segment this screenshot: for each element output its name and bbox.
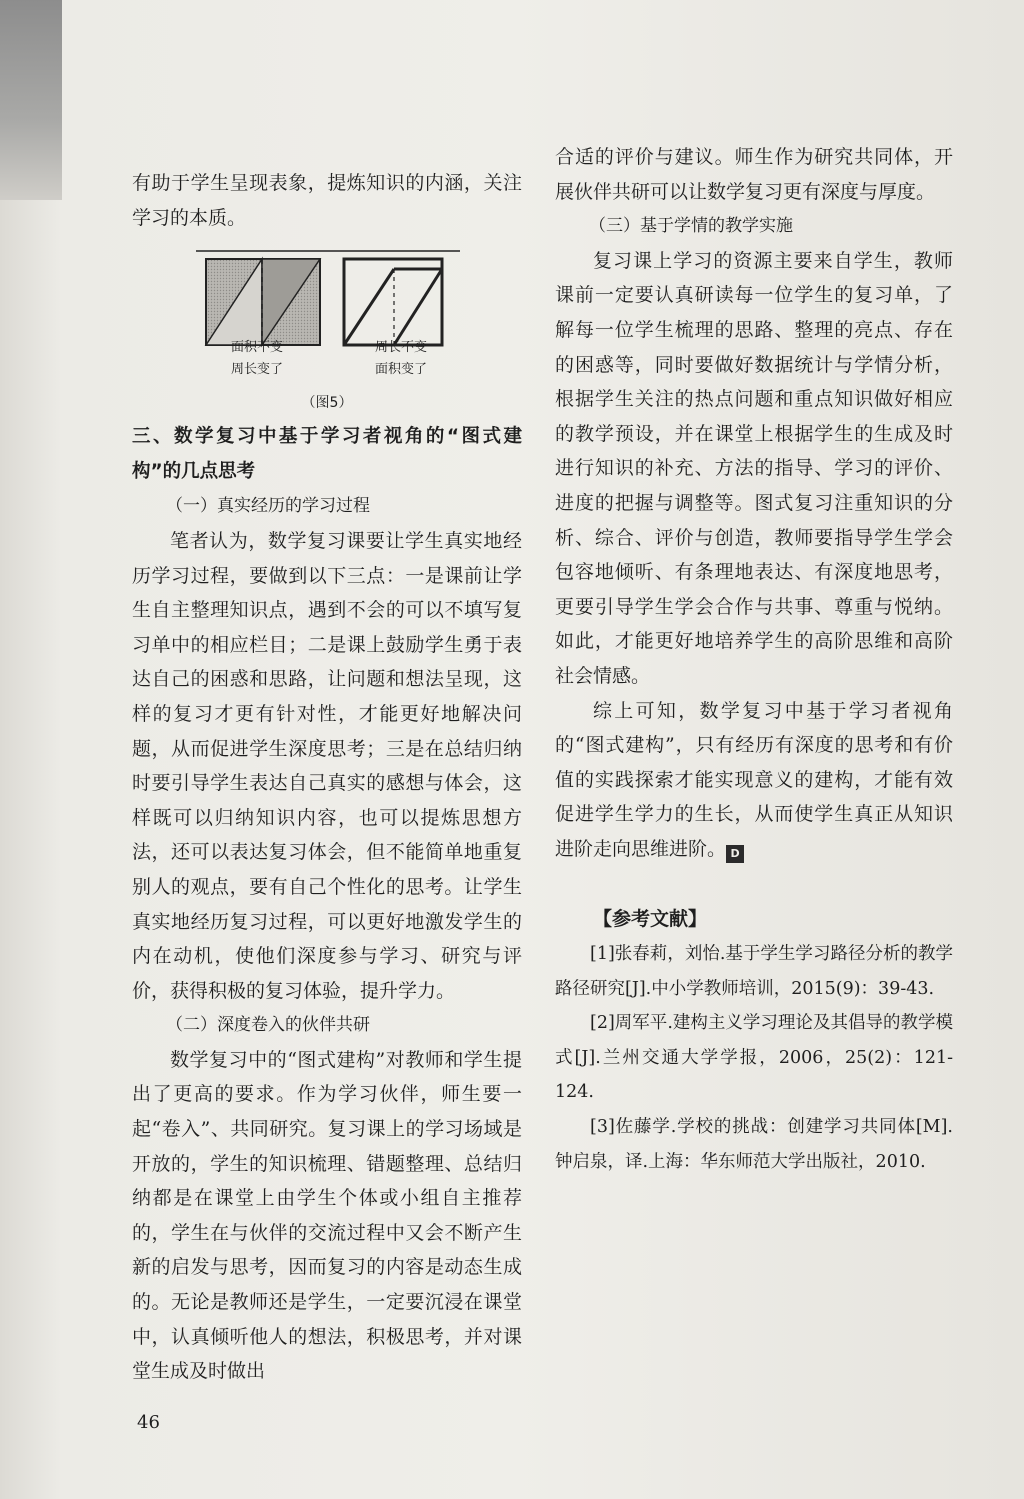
page-number: 46 xyxy=(137,1412,160,1433)
figure-5-diagram xyxy=(132,241,522,381)
reference-3: [3]佐藤学.学校的挑战：创建学习共同体[M].钟启泉，译.上海：华东师范大学出版社，2010. xyxy=(555,1117,953,1172)
figure-caption: （图5） xyxy=(301,395,353,412)
subsection-3-paragraph: 复习课上学习的资源主要来自学生，教师课前一定要认真研读每一位学生的复习单，了解每一位学生梳理的思路、整理的亮点、存在的困惑等，同时要做好数据统计与学情分析，根据学生关注的热点问题和重点知识做好相应的教学预设，并在课堂上根据学生的生成及时进行知识的补充、方法的指导、学习的评价、进度的把握与调整等。图式复习注重知识的分析、综合、评价与创造，教师要指导学生学会包容地倾听、有条理地表达、有深度地思考，更要引导学生学会合作与共事、尊重与悦纳。如此，才能更好地培养学生的高阶思维和高阶社会情感。 xyxy=(555,249,953,687)
subsection-3-title: （三）基于学情的教学实施 xyxy=(589,216,793,237)
references-title: 【参考文献】 xyxy=(593,908,708,931)
subsection-2-title: （二）深度卷入的伙伴共研 xyxy=(166,1015,370,1036)
reference-2: [2]周军平.建构主义学习理论及其倡导的教学模式[J].兰州交通大学学报，2006，25(2)：121-124. xyxy=(555,1013,953,1103)
right-column xyxy=(555,140,953,1179)
binding-shadow xyxy=(0,0,62,200)
figure-label-left: 面积不变 周长变了 xyxy=(230,340,283,378)
reference-1: [1]张春莉，刘怡.基于学生学习路径分析的教学路径研究[J].中小学教师培训，2015(9)：39-43. xyxy=(555,944,953,999)
conclusion-paragraph xyxy=(555,694,953,867)
continuation-paragraph: 合适的评价与建议。师生作为研究共同体，开展伙伴共研可以让数学复习更有深度与厚度。 xyxy=(555,146,953,203)
section-heading: 三、数学复习中基于学习者视角的“图式建构”的几点思考 xyxy=(132,426,522,482)
subsection-2-paragraph: 数学复习中的“图式建构”对教师和学生提出了更高的要求。作为学习伙伴，师生要一起“卷入”、共同研究。复习课上的学习场域是开放的，学生的知识梳理、错题整理、总结归纳都是在课堂上由学生个体或小组自主推荐的，学生在与伙伴的交流过程中又会不断产生新的启发与思考，因而复习的内容是动态生成的。无论是教师还是学生，一定要沉浸在课堂中，认真倾听他人的想法，积极思考，并对课堂生成及时做出 xyxy=(132,1048,522,1383)
intro-paragraph: 有助于学生呈现表象，提炼知识的内涵，关注学习的本质。 xyxy=(132,172,522,229)
end-mark-icon: D xyxy=(726,845,744,863)
subsection-1-title: （一）真实经历的学习过程 xyxy=(166,496,370,517)
figure-label-right: 周长不变 面积变了 xyxy=(374,340,427,378)
subsection-1-paragraph: 笔者认为，数学复习课要让学生真实地经历学习过程，要做到以下三点：一是课前让学生自主整理知识点，遇到不会的可以不填写复习单中的相应栏目；二是课上鼓励学生勇于表达自己的困惑和思路，让问题和想法呈现，这样的复习才更有针对性，才能更好地解决问题，从而促进学生深度思考；三是在总结归纳时要引导学生表达自己真实的感想与体会，这样既可以归纳知识内容，也可以提炼思想方法，还可以表达复习体会，但不能简单地重复别人的观点，要有自己个性化的思考。让学生真实地经历复习过程，可以更好地激发学生的内在动机，使他们深度参与学习、研究与评价，获得积极的复习体验，提升学力。 xyxy=(132,529,522,1002)
conclusion-text: 综上可知，数学复习中基于学习者视角的“图式建构”，只有经历有深度的思考和有价值的实践探索才能实现意义的建构，才能有效促进学生学力的生长，从而使学生真正从知识进阶走向思维进阶。 xyxy=(555,699,953,860)
figure-5 xyxy=(132,241,522,416)
left-column xyxy=(132,166,522,1389)
